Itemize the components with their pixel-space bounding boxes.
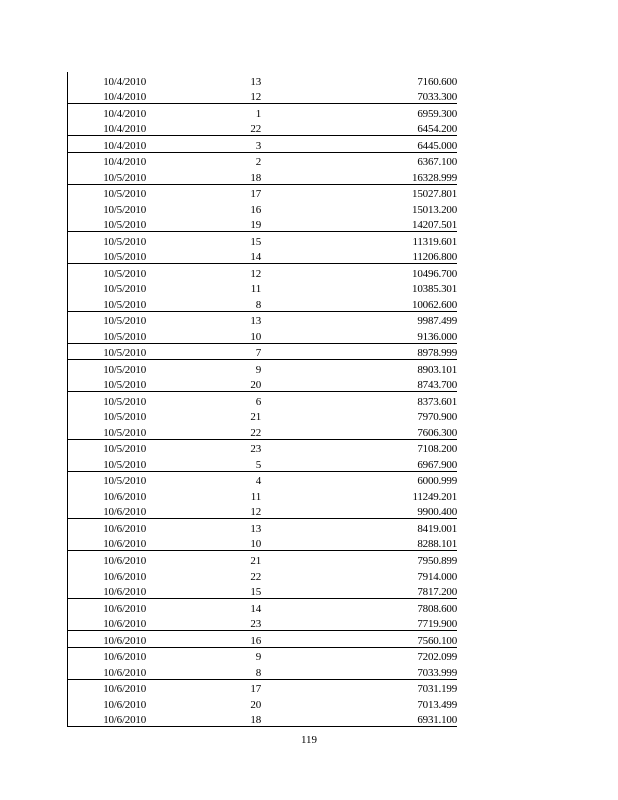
date-cell: 10/5/2010 <box>68 311 147 327</box>
table-row <box>68 647 458 663</box>
date-cell: 10/6/2010 <box>103 698 146 711</box>
table-row <box>68 392 458 408</box>
value-cell: 6454.200 <box>417 123 457 136</box>
date-cell: 10/4/2010 <box>68 104 147 120</box>
hour-cell: 10 <box>250 538 261 551</box>
table-row <box>68 168 458 184</box>
hour-cell: 17 <box>146 679 261 695</box>
date-cell: 10/5/2010 <box>68 360 147 376</box>
hour-cell: 19 <box>250 219 261 232</box>
hour-cell: 4 <box>146 471 261 487</box>
date-cell: 10/6/2010 <box>103 618 146 631</box>
value-cell: 7560.100 <box>261 631 457 648</box>
hour-cell: 16 <box>250 203 261 216</box>
date-cell: 10/5/2010 <box>103 203 146 216</box>
value-cell: 8419.001 <box>261 519 457 535</box>
table-row <box>68 439 458 455</box>
date-cell: 10/5/2010 <box>68 439 147 455</box>
table-row <box>68 136 458 153</box>
hour-cell: 13 <box>146 311 261 327</box>
value-cell: 7031.199 <box>261 679 457 695</box>
value-cell: 7606.300 <box>417 426 457 439</box>
table-row <box>68 663 458 679</box>
value-cell: 10496.700 <box>261 264 457 280</box>
date-cell: 10/5/2010 <box>68 264 147 280</box>
date-cell: 10/5/2010 <box>68 343 147 360</box>
hour-cell: 16 <box>146 631 261 648</box>
table-row <box>68 631 458 648</box>
value-cell: 16328.999 <box>412 171 457 184</box>
value-cell: 10385.301 <box>412 283 457 296</box>
value-cell: 7160.600 <box>417 75 457 88</box>
date-cell: 10/4/2010 <box>68 136 147 153</box>
hour-cell: 9 <box>146 647 261 663</box>
value-cell: 8978.999 <box>261 343 457 360</box>
date-cell: 10/5/2010 <box>103 251 146 264</box>
table-row <box>68 519 458 535</box>
value-cell: 6445.000 <box>261 136 457 153</box>
hour-cell: 8 <box>255 666 261 679</box>
table-row <box>68 232 458 248</box>
hour-cell: 20 <box>250 698 261 711</box>
hour-cell: 7 <box>146 343 261 360</box>
table-row <box>68 695 458 711</box>
date-cell: 10/4/2010 <box>103 75 146 88</box>
hour-cell: 6 <box>146 392 261 408</box>
hour-cell: 22 <box>250 570 261 583</box>
value-cell: 7108.200 <box>261 439 457 455</box>
date-cell: 10/6/2010 <box>103 570 146 583</box>
value-cell: 8288.101 <box>417 538 457 551</box>
table-row <box>68 471 458 487</box>
hour-cell: 15 <box>146 232 261 248</box>
table-row <box>68 248 458 264</box>
value-cell: 7950.899 <box>261 551 457 567</box>
table-row <box>68 216 458 232</box>
hour-cell: 12 <box>146 264 261 280</box>
hour-cell: 14 <box>250 251 261 264</box>
table-row <box>68 376 458 392</box>
hour-cell: 5 <box>255 458 261 471</box>
date-cell: 10/4/2010 <box>103 91 146 104</box>
value-cell: 7202.099 <box>261 647 457 663</box>
date-cell: 10/6/2010 <box>68 631 147 648</box>
value-cell: 8903.101 <box>261 360 457 376</box>
hour-cell: 8 <box>255 298 261 311</box>
date-cell: 10/6/2010 <box>103 538 146 551</box>
table-row <box>68 408 458 424</box>
hour-cell: 23 <box>146 439 261 455</box>
hour-cell: 17 <box>146 184 261 200</box>
date-cell: 10/5/2010 <box>68 184 147 200</box>
hour-cell: 13 <box>250 75 261 88</box>
table-row <box>68 583 458 599</box>
table-row <box>68 711 458 727</box>
hour-cell: 1 <box>146 104 261 120</box>
table-row <box>68 295 458 311</box>
date-cell: 10/6/2010 <box>68 647 147 663</box>
page-number: 119 <box>300 734 318 746</box>
table-row <box>68 120 458 136</box>
date-cell: 10/5/2010 <box>103 330 146 343</box>
table-row <box>68 184 458 200</box>
value-cell: 10062.600 <box>412 298 457 311</box>
date-cell: 10/6/2010 <box>103 586 146 599</box>
table-row <box>68 679 458 695</box>
hour-cell: 13 <box>146 519 261 535</box>
table-row <box>68 423 458 439</box>
table-row <box>68 567 458 583</box>
value-cell: 7719.900 <box>417 618 457 631</box>
value-cell: 7970.900 <box>417 411 457 424</box>
table-row <box>68 535 458 551</box>
table-row <box>68 327 458 343</box>
value-cell: 11206.800 <box>412 251 457 264</box>
table-row <box>68 615 458 631</box>
table-row <box>68 104 458 120</box>
value-cell: 8743.700 <box>417 379 457 392</box>
table-row <box>68 487 458 503</box>
value-cell: 7033.300 <box>417 91 457 104</box>
date-cell: 10/5/2010 <box>103 283 146 296</box>
value-cell: 7033.999 <box>417 666 457 679</box>
table-row <box>68 551 458 567</box>
hour-cell: 11 <box>250 283 261 296</box>
date-cell: 10/5/2010 <box>103 171 146 184</box>
date-cell: 10/5/2010 <box>68 471 147 487</box>
date-cell: 10/5/2010 <box>103 426 146 439</box>
value-cell: 11319.601 <box>261 232 457 248</box>
hour-cell: 9 <box>146 360 261 376</box>
data-table <box>67 72 457 727</box>
table-row <box>68 280 458 296</box>
date-cell: 10/5/2010 <box>103 219 146 232</box>
table-row <box>68 72 458 88</box>
table-row <box>68 455 458 471</box>
hour-cell: 18 <box>146 711 261 727</box>
value-cell: 7808.600 <box>261 599 457 615</box>
date-cell: 10/6/2010 <box>103 490 146 503</box>
hour-cell: 20 <box>250 379 261 392</box>
date-cell: 10/5/2010 <box>103 458 146 471</box>
hour-cell: 11 <box>250 490 261 503</box>
value-cell: 15027.801 <box>261 184 457 200</box>
value-cell: 6931.100 <box>261 711 457 727</box>
date-cell: 10/5/2010 <box>68 232 147 248</box>
hour-cell: 15 <box>250 586 261 599</box>
value-cell: 6367.100 <box>261 152 457 168</box>
hour-cell: 2 <box>146 152 261 168</box>
table-row <box>68 152 458 168</box>
table-row <box>68 88 458 104</box>
hour-cell: 21 <box>250 411 261 424</box>
value-cell: 6000.999 <box>261 471 457 487</box>
date-cell: 10/5/2010 <box>68 392 147 408</box>
date-cell: 10/6/2010 <box>68 711 147 727</box>
value-cell: 7914.000 <box>417 570 457 583</box>
hour-cell: 12 <box>250 506 261 519</box>
value-cell: 9900.400 <box>417 506 457 519</box>
value-cell: 9136.000 <box>417 330 457 343</box>
table-row <box>68 599 458 615</box>
value-cell: 6967.900 <box>417 458 457 471</box>
hour-cell: 3 <box>146 136 261 153</box>
date-cell: 10/6/2010 <box>103 666 146 679</box>
date-cell: 10/6/2010 <box>103 506 146 519</box>
date-cell: 10/4/2010 <box>103 123 146 136</box>
date-cell: 10/5/2010 <box>103 411 146 424</box>
value-cell: 14207.501 <box>412 219 457 232</box>
hour-cell: 22 <box>250 426 261 439</box>
table-row <box>68 360 458 376</box>
hour-cell: 18 <box>250 171 261 184</box>
date-cell: 10/5/2010 <box>103 379 146 392</box>
date-cell: 10/5/2010 <box>103 298 146 311</box>
table-row <box>68 264 458 280</box>
hour-cell: 12 <box>250 91 261 104</box>
hour-cell: 21 <box>146 551 261 567</box>
date-cell: 10/6/2010 <box>68 679 147 695</box>
hour-cell: 10 <box>250 330 261 343</box>
value-cell: 7817.200 <box>417 586 457 599</box>
table-body <box>68 72 458 727</box>
value-cell: 15013.200 <box>412 203 457 216</box>
hour-cell: 23 <box>250 618 261 631</box>
date-cell: 10/6/2010 <box>68 519 147 535</box>
table-row <box>68 200 458 216</box>
date-cell: 10/6/2010 <box>68 551 147 567</box>
hour-cell: 14 <box>146 599 261 615</box>
date-cell: 10/6/2010 <box>68 599 147 615</box>
value-cell: 11249.201 <box>412 490 457 503</box>
table-row <box>68 503 458 519</box>
value-cell: 8373.601 <box>261 392 457 408</box>
value-cell: 6959.300 <box>261 104 457 120</box>
table-row <box>68 311 458 327</box>
value-cell: 9987.499 <box>261 311 457 327</box>
date-cell: 10/4/2010 <box>68 152 147 168</box>
value-cell: 7013.499 <box>417 698 457 711</box>
hour-cell: 22 <box>250 123 261 136</box>
table-row <box>68 343 458 360</box>
